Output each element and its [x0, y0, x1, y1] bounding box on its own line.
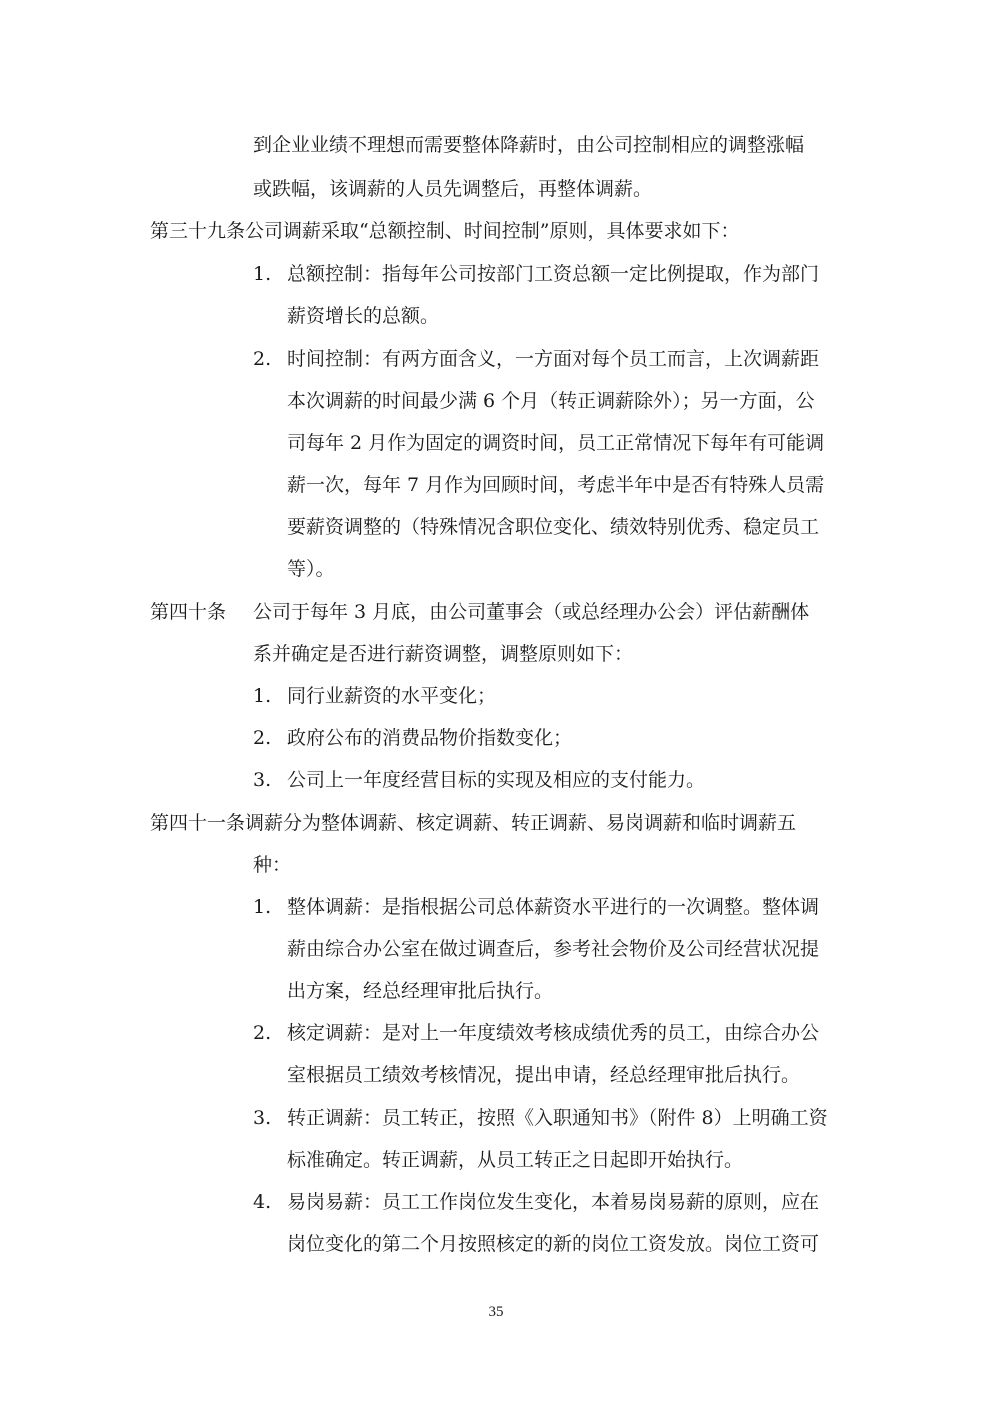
- article-40: [150, 592, 810, 632]
- item-continuation: 岗位变化的第二个月按照核定的新的岗位工资发放。岗位工资可: [287, 1233, 820, 1255]
- list-item: [253, 1182, 819, 1222]
- paragraph-line: 种：: [253, 854, 292, 876]
- item-number: 2.: [253, 727, 272, 749]
- item-text: 核定调薪：是对上一年度绩效考核成绩优秀的员工，由综合办公: [287, 1022, 820, 1044]
- item-continuation: 本次调薪的时间最少满 6 个月（转正调薪除外）；另一方面，公: [287, 390, 815, 412]
- item-number: 2.: [253, 1022, 272, 1044]
- item-text: 时间控制：有两方面含义，一方面对每个员工而言，上次调薪距: [287, 348, 820, 370]
- paragraph-line: 到企业业绩不理想而需要整体降薪时，由公司控制相应的调整涨幅: [253, 134, 805, 156]
- item-continuation: 室根据员工绩效考核情况，提出申请，经总经理审批后执行。: [287, 1064, 801, 1086]
- item-text: 公司上一年度经营目标的实现及相应的支付能力。: [287, 769, 706, 791]
- article-label: 第四十一条: [150, 812, 246, 834]
- item-continuation: 标准确定。转正调薪，从员工转正之日起即开始执行。: [287, 1149, 744, 1171]
- article-label: 第三十九条: [150, 220, 246, 242]
- article-label: 第四十条: [150, 601, 227, 623]
- item-continuation: 出方案，经总经理审批后执行。: [287, 980, 554, 1002]
- item-number: 3.: [253, 1107, 272, 1129]
- paragraph-line: 系并确定是否进行薪资调整，调整原则如下：: [253, 643, 634, 665]
- item-number: 1.: [253, 896, 272, 918]
- item-continuation: 司每年 2 月作为固定的调资时间，员工正常情况下每年有可能调: [287, 432, 825, 454]
- list-item: [253, 887, 819, 927]
- article-text: 调薪分为整体调薪、核定调薪、转正调薪、易岗调薪和临时调薪五: [245, 812, 797, 834]
- item-number: 1.: [253, 685, 272, 707]
- item-text: 同行业薪资的水平变化；: [287, 685, 497, 707]
- article-41: [150, 803, 796, 843]
- item-text: 总额控制：指每年公司按部门工资总额一定比例提取，作为部门: [287, 263, 820, 285]
- page-number: 35: [488, 1304, 504, 1320]
- item-number: 1.: [253, 263, 272, 285]
- list-item: [253, 1098, 828, 1138]
- item-text: 易岗易薪：员工工作岗位发生变化，本着易岗易薪的原则，应在: [287, 1191, 820, 1213]
- list-item: [253, 676, 496, 716]
- list-item: [253, 760, 705, 800]
- item-continuation: 薪由综合办公室在做过调查后，参考社会物价及公司经营状况提: [287, 938, 820, 960]
- list-item: [253, 718, 572, 758]
- list-item: [253, 1013, 819, 1053]
- item-continuation: 等）。: [287, 558, 335, 580]
- item-number: 2.: [253, 348, 272, 370]
- article-text: 公司于每年 3 月底，由公司董事会（或总经理办公会）评估薪酬体: [253, 601, 810, 623]
- item-number: 3.: [253, 769, 272, 791]
- list-item: [253, 254, 819, 294]
- item-text: 整体调薪：是指根据公司总体薪资水平进行的一次调整。整体调: [287, 896, 820, 918]
- paragraph-line: 或跌幅，该调薪的人员先调整后，再整体调薪。: [253, 178, 653, 200]
- item-number: 4.: [253, 1191, 272, 1213]
- item-continuation: 薪一次，每年 7 月作为回顾时间，考虑半年中是否有特殊人员需: [287, 474, 825, 496]
- item-text: 政府公布的消费品物价指数变化；: [287, 727, 573, 749]
- item-continuation: 要薪资调整的（特殊情况含职位变化、绩效特别优秀、稳定员工: [287, 516, 820, 538]
- article-39: [150, 211, 739, 251]
- item-continuation: 薪资增长的总额。: [287, 305, 440, 327]
- list-item: [253, 339, 819, 379]
- item-text: 转正调薪：员工转正，按照《入职通知书》（附件 8）上明确工资: [287, 1107, 828, 1129]
- article-text: 公司调薪采取“总额控制、时间控制”原则，具体要求如下：: [245, 220, 740, 242]
